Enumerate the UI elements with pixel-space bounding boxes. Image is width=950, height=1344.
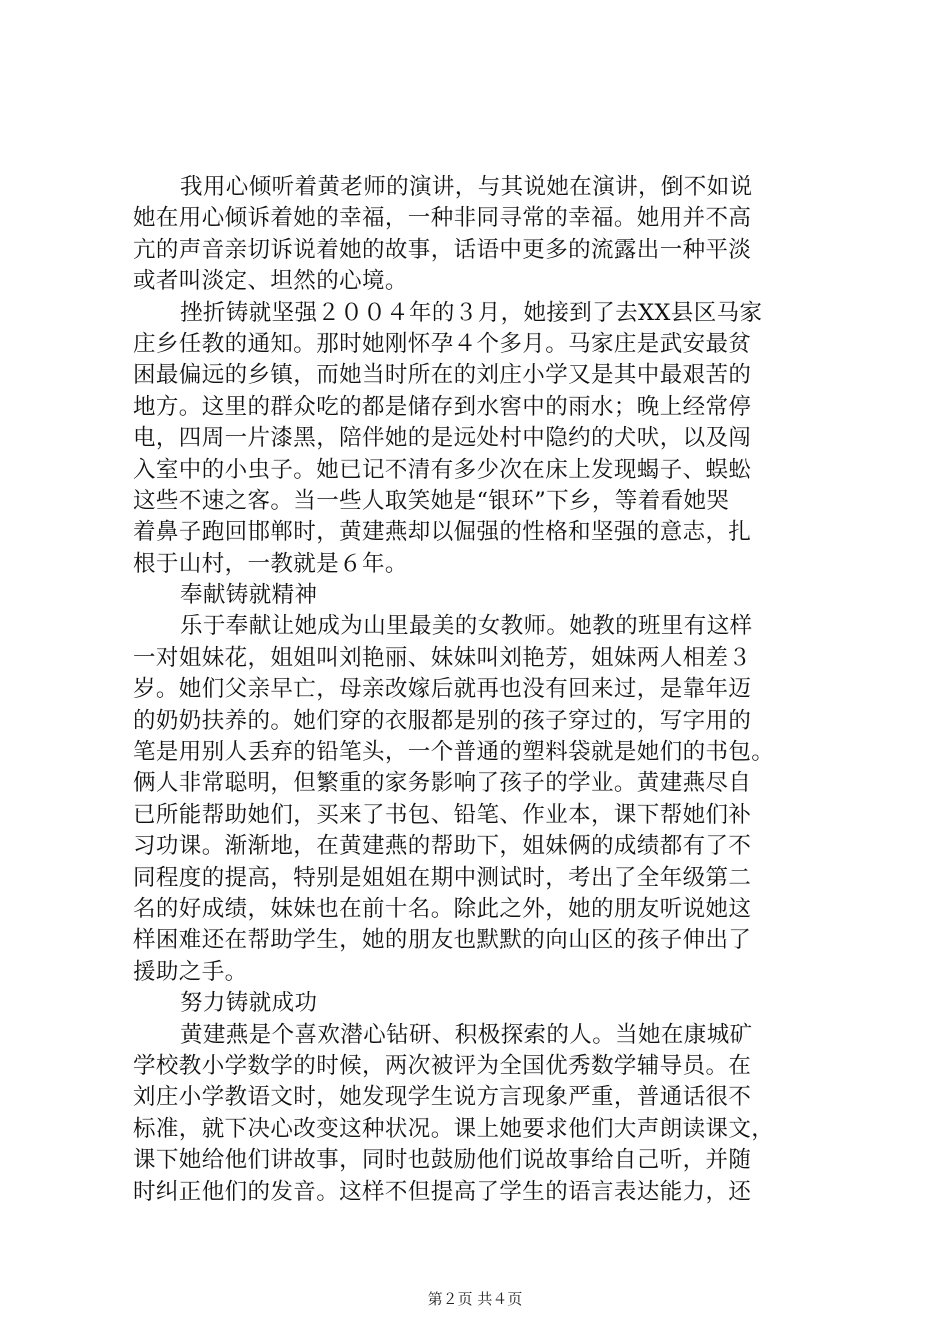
text-line: 一对姐妹花，姐姐叫刘艳丽、妹妹叫刘艳芳，姐妹两人相差３ bbox=[133, 644, 752, 671]
text-line: 挫折铸就坚强２００４年的３月，她接到了去XX县区马家 bbox=[180, 299, 763, 326]
text-line: 庄乡任教的通知。那时她刚怀孕４个多月。马家庄是武安最贫 bbox=[133, 330, 752, 357]
text-line: 黄建燕是个喜欢潜心钻研、积极探索的人。当她在康城矿 bbox=[180, 1021, 753, 1048]
text-line: 根于山村，一教就是６年。 bbox=[133, 550, 408, 577]
section-heading: 努力铸就成功 bbox=[180, 990, 318, 1017]
text-line: 习功课。渐渐地，在黄建燕的帮助下，姐妹俩的成绩都有了不 bbox=[133, 833, 752, 860]
text-line: 课下她给他们讲故事，同时也鼓励他们说故事给自己听，并随 bbox=[133, 1147, 752, 1174]
section-heading: 奉献铸就精神 bbox=[180, 582, 318, 609]
text-line: 岁。她们父亲早亡，母亲改嫁后就再也没有回来过，是靠年迈 bbox=[133, 676, 752, 703]
text-line: 入室中的小虫子。她已记不清有多少次在床上发现蝎子、蜈蚣 bbox=[133, 456, 752, 483]
text-line: 标准，就下决心改变这种状况。课上她要求他们大声朗读课文， bbox=[133, 1115, 775, 1142]
text-line: 地方。这里的群众吃的都是储存到水窖中的雨水；晚上经常停 bbox=[133, 393, 752, 420]
text-line: 援助之手。 bbox=[133, 958, 248, 985]
text-line: 电，四周一片漆黑，陪伴她的是远处村中隐约的犬吠，以及闯 bbox=[133, 425, 752, 452]
text-line: 学校教小学数学的时候，两次被评为全国优秀数学辅导员。在 bbox=[133, 1052, 752, 1079]
text-line: 刘庄小学教语文时，她发现学生说方言现象严重，普通话很不 bbox=[133, 1084, 752, 1111]
text-line: 笔是用别人丢弃的铅笔头，一个普通的塑料袋就是她们的书包。 bbox=[133, 739, 775, 766]
text-line: 困最偏远的乡镇，而她当时所在的刘庄小学又是其中最艰苦的 bbox=[133, 362, 752, 389]
text-line: 时纠正他们的发音。这样不但提高了学生的语言表达能力，还 bbox=[133, 1178, 752, 1205]
text-line: 乐于奉献让她成为山里最美的女教师。她教的班里有这样 bbox=[180, 613, 753, 640]
text-line: 已所能帮助她们，买来了书包、铅笔、作业本，课下帮她们补 bbox=[133, 801, 752, 828]
text-line: 我用心倾听着黄老师的演讲，与其说她在演讲，倒不如说 bbox=[180, 174, 753, 200]
text-line: 她在用心倾诉着她的幸福，一种非同寻常的幸福。她用并不高 bbox=[133, 205, 752, 232]
text-line: 同程度的提高，特别是姐姐在期中测试时，考出了全年级第二 bbox=[133, 864, 752, 891]
text-line: 俩人非常聪明，但繁重的家务影响了孩子的学业。黄建燕尽自 bbox=[133, 770, 752, 797]
page-number-footer: 第２页 共４页 bbox=[427, 1290, 523, 1308]
text-line: 这些不速之客。当一些人取笑她是“银环”下乡，等着看她哭 bbox=[133, 487, 730, 514]
text-line: 样困难还在帮助学生，她的朋友也默默的向山区的孩子伸出了 bbox=[133, 927, 752, 954]
document-body bbox=[133, 172, 833, 1208]
text-line: 着鼻子跑回邯郸时，黄建燕却以倔强的性格和坚强的意志，扎 bbox=[133, 519, 752, 546]
text-line: 的奶奶扶养的。她们穿的衣服都是别的孩子穿过的，写字用的 bbox=[133, 707, 752, 734]
text-line: 亢的声音亲切诉说着她的故事，话语中更多的流露出一种平淡 bbox=[133, 236, 752, 263]
text-line: 或者叫淡定、坦然的心境。 bbox=[133, 268, 408, 295]
text-line: 名的好成绩，妹妹也在前十名。除此之外，她的朋友听说她这 bbox=[133, 895, 752, 922]
